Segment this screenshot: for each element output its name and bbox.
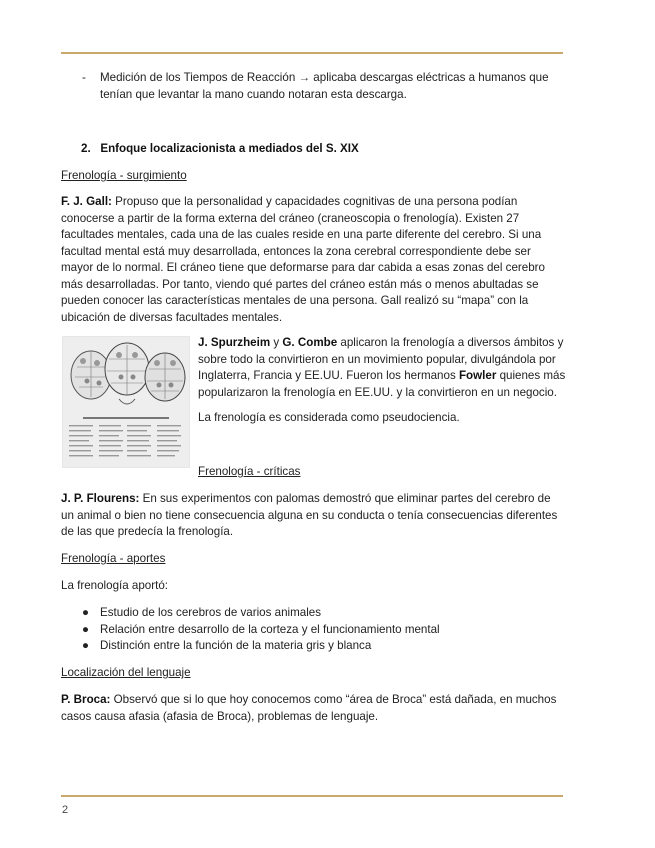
bullet-dot: ●: [82, 606, 90, 619]
gall-paragraph: F. J. Gall: Propuso que la personalidad y capacidades cognitivas de una persona podían conocerse a partir de la forma externa del cráneo (craneoscopia o frenología). Existen 27 facultades mentales, cada una de las cuales reside en una parte diferente del cerebro. Si una facultad mental está muy desarrollada, entonces la zona cerebral correspondiente debe ser mayor de lo normal. El cráneo tiene que deformarse para dar cabida a esas zonas del cerebro más desarrolladas. Por tanto, viendo qué partes del cráneo están más o menos abultadas se pueden conocer las características mentales de una persona. Gall realizó su “mapa” con la ubicación de diversas facultades mentales.: [61, 195, 545, 324]
bullet-dot: ●: [82, 623, 90, 636]
flourens-paragraph: J. P. Flourens: En sus experimentos con palomas demostró que eliminar partes del cerebro de un animal o bien no tiene consecuencia alguna en su conducta o tenía consecuencias diferentes de las que predecía la frenología.: [61, 492, 558, 538]
subheading-lenguaje: Localización del lenguaje: [61, 666, 191, 679]
bullet-line: Medición de los Tiempos de Reacción → aplicaba descargas eléctricas a humanos que tenían que levantar la mano cuando notaran esta descarga.: [100, 71, 549, 101]
page-number: 2: [62, 804, 69, 816]
section-heading: 2. Enfoque localizacionista a mediados del S. XIX: [81, 142, 359, 155]
top-rule: [61, 52, 563, 54]
phrenology-illustration: [62, 336, 190, 468]
bullet-dot: ●: [82, 639, 90, 652]
dash-marker: -: [82, 71, 86, 84]
list-item: Estudio de los cerebros de varios animales: [100, 606, 322, 619]
pseudo-text: La frenología es considerada como pseudociencia.: [198, 411, 460, 424]
subheading-criticas: Frenología - críticas: [198, 465, 301, 478]
bottom-rule: [61, 795, 563, 797]
spurzheim-paragraph: J. Spurzheim y G. Combe aplicaron la frenología a diversos ámbitos y sobre todo la convirtieron en un movimiento popular, divulgándola por Inglaterra, Francia y EE.UU. Fueron los hermanos Fowler quienes más popularizaron la frenología en EE.UU. y la convirtieron en un negocio.: [198, 336, 566, 399]
broca-paragraph: P. Broca: Observó que si lo que hoy conocemos como “área de Broca” está dañada, en muchos casos causa afasia (afasia de Broca), problemas de lenguaje.: [61, 693, 557, 723]
subheading-aportes: Frenología - aportes: [61, 552, 166, 565]
list-item: Distinción entre la función de la materia gris y blanca: [100, 639, 372, 652]
aporto-text: La frenología aportó:: [61, 579, 168, 592]
list-item: Relación entre desarrollo de la corteza y el funcionamiento mental: [100, 623, 440, 636]
subheading-surgimiento: Frenología - surgimiento: [61, 169, 187, 182]
